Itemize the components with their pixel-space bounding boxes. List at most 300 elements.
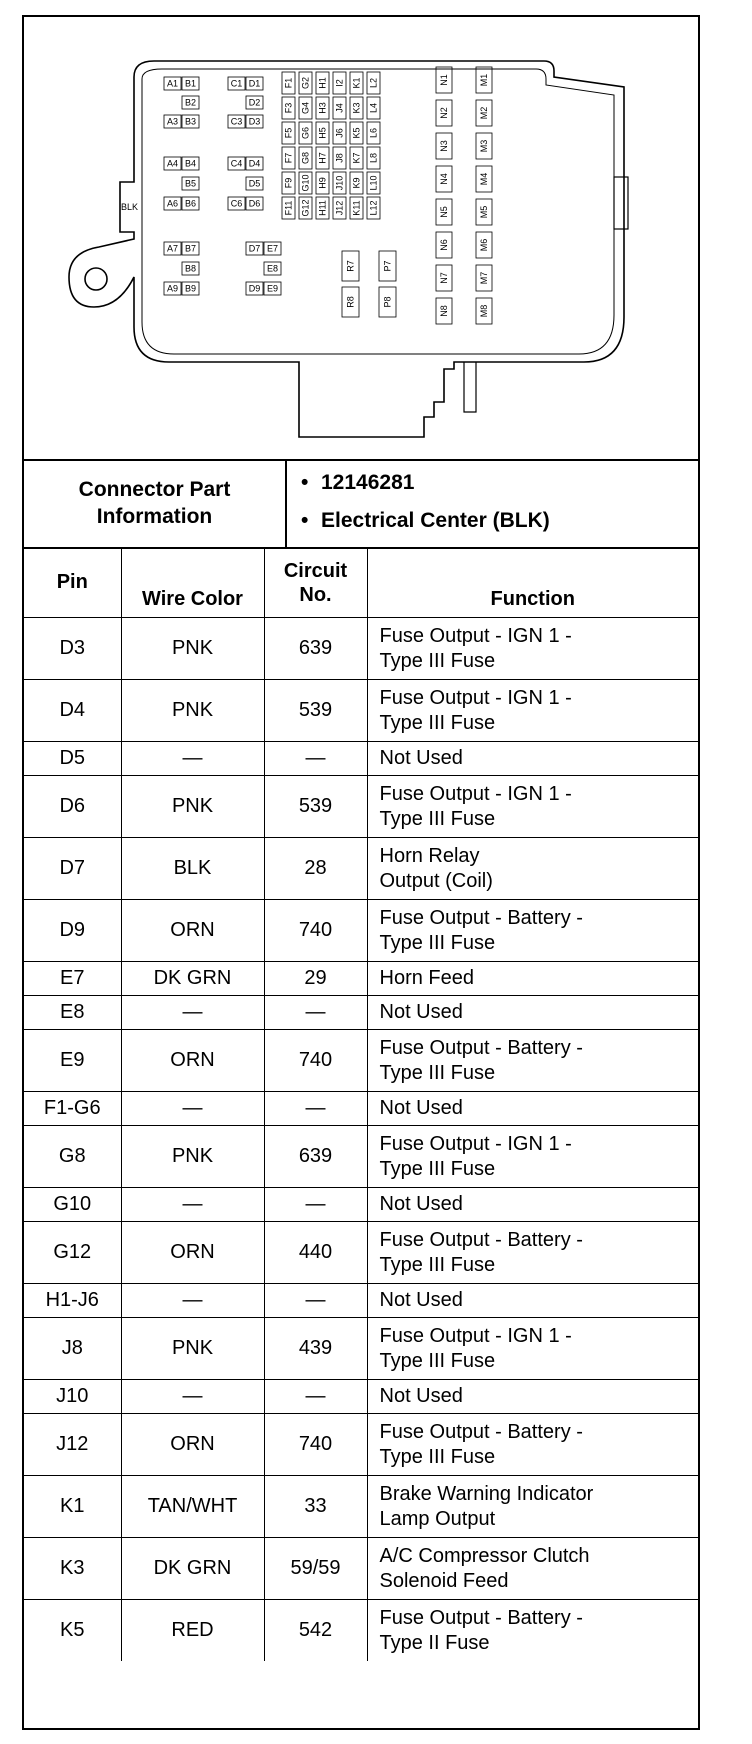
fuse-cavity-label bbox=[299, 72, 312, 94]
fuse-cavity-label bbox=[476, 298, 492, 324]
fuse-cavity-label bbox=[476, 133, 492, 159]
svg-text:E7: E7 bbox=[266, 243, 279, 254]
svg-text:R7: R7 bbox=[345, 260, 356, 272]
fuse-cavity-label bbox=[164, 282, 181, 295]
fuse-cavity-label bbox=[182, 115, 199, 128]
fuse-cavity-label bbox=[299, 97, 312, 119]
fuse-cavity-label bbox=[476, 166, 492, 192]
bullet: • bbox=[301, 471, 309, 494]
part-description-text: Electrical Center (BLK) bbox=[321, 509, 550, 532]
table-row bbox=[24, 1380, 698, 1414]
fuse-cavity-label bbox=[476, 265, 492, 291]
fuse-cavity-label bbox=[182, 77, 199, 90]
fuse-cavity-label bbox=[228, 77, 245, 90]
fuse-cavity-label bbox=[436, 166, 452, 192]
function-line: Output (Coil) bbox=[379, 869, 493, 892]
fuse-cavity-label bbox=[182, 197, 199, 210]
side-tab-right bbox=[614, 177, 628, 229]
svg-text:H11: H11 bbox=[317, 200, 328, 216]
fuse-cavity-label bbox=[282, 97, 295, 119]
svg-text:K5: K5 bbox=[351, 127, 362, 139]
relay-cavity-label bbox=[342, 287, 359, 317]
wire-color-cell: TAN/WHT bbox=[121, 1476, 264, 1538]
svg-text:G12: G12 bbox=[300, 199, 311, 217]
fuse-cavity-label bbox=[350, 197, 363, 219]
wire-color-cell: PNK bbox=[121, 618, 264, 680]
circuit-cell: 740 bbox=[264, 1414, 367, 1476]
circuit-cell: — bbox=[264, 1284, 367, 1318]
svg-text:C6: C6 bbox=[230, 198, 243, 209]
fuse-cavity-label bbox=[333, 122, 346, 144]
pin-cell: J8 bbox=[24, 1318, 121, 1380]
function-cell bbox=[367, 742, 698, 776]
svg-text:P8: P8 bbox=[382, 296, 393, 308]
function-line: Type III Fuse bbox=[379, 711, 496, 734]
svg-text:K11: K11 bbox=[351, 200, 362, 216]
fuse-cavity-label bbox=[436, 232, 452, 258]
fuse-cavity-label bbox=[246, 282, 263, 295]
svg-text:H3: H3 bbox=[317, 102, 328, 114]
fuse-cavity-label bbox=[182, 242, 199, 255]
fuse-cavity-label bbox=[164, 77, 181, 90]
svg-text:N5: N5 bbox=[439, 206, 449, 218]
svg-text:A3: A3 bbox=[166, 116, 179, 127]
svg-text:N8: N8 bbox=[439, 305, 449, 317]
fuse-cavity-label bbox=[476, 199, 492, 225]
wire-color-cell: PNK bbox=[121, 1126, 264, 1188]
fuse-cavity-label bbox=[228, 157, 245, 170]
pin-cell: D7 bbox=[24, 838, 121, 900]
fuse-cavity-label bbox=[316, 147, 329, 169]
svg-text:B3: B3 bbox=[184, 116, 197, 127]
svg-text:K7: K7 bbox=[351, 152, 362, 164]
table-row bbox=[24, 742, 698, 776]
pin-cell: D5 bbox=[24, 742, 121, 776]
svg-text:G2: G2 bbox=[300, 76, 311, 90]
connector-sheet bbox=[22, 15, 700, 1730]
fuse-cavity-label bbox=[282, 72, 295, 94]
svg-text:F5: F5 bbox=[283, 127, 294, 139]
pin-cell: G12 bbox=[24, 1222, 121, 1284]
fuse-cavity-label bbox=[350, 172, 363, 194]
svg-text:A7: A7 bbox=[166, 243, 179, 254]
function-line: Fuse Output - IGN 1 - bbox=[379, 624, 572, 647]
header-function: Function bbox=[367, 548, 698, 618]
function-line: Lamp Output bbox=[379, 1507, 496, 1530]
wire-color-cell: ORN bbox=[121, 1222, 264, 1284]
fuse-cavity-label bbox=[350, 147, 363, 169]
wire-color-cell: RED bbox=[121, 1600, 264, 1662]
fuse-cavity-label bbox=[164, 157, 181, 170]
fuse-cavity-label bbox=[264, 262, 281, 275]
fuse-cavity-label bbox=[367, 97, 380, 119]
fuse-cavity-label bbox=[333, 72, 346, 94]
svg-text:K3: K3 bbox=[351, 102, 362, 114]
table-row bbox=[24, 776, 698, 838]
fuse-cavity-label bbox=[367, 172, 380, 194]
svg-text:M4: M4 bbox=[479, 172, 489, 186]
fuse-cavity-label bbox=[246, 77, 263, 90]
table-row bbox=[24, 1188, 698, 1222]
circuit-cell: 539 bbox=[264, 680, 367, 742]
function-cell bbox=[367, 1284, 698, 1318]
fuse-cavity-label bbox=[333, 197, 346, 219]
fuse-cavity-label bbox=[476, 232, 492, 258]
function-cell bbox=[367, 1538, 698, 1600]
svg-text:M2: M2 bbox=[479, 106, 489, 120]
part-number-text: 12146281 bbox=[321, 471, 415, 494]
fuse-cavity-label bbox=[436, 133, 452, 159]
wire-color-cell: — bbox=[121, 1188, 264, 1222]
pin-table-header bbox=[24, 548, 698, 618]
svg-text:L2: L2 bbox=[368, 77, 379, 89]
table-row bbox=[24, 1476, 698, 1538]
mounting-hole bbox=[85, 268, 107, 290]
function-cell bbox=[367, 1414, 698, 1476]
function-line: Solenoid Feed bbox=[379, 1569, 509, 1592]
function-line: Type III Fuse bbox=[379, 1445, 496, 1468]
pin-cell: K1 bbox=[24, 1476, 121, 1538]
svg-text:N6: N6 bbox=[439, 239, 449, 251]
fuse-cavity-label bbox=[246, 177, 263, 190]
side-label: BLK bbox=[121, 202, 139, 212]
fuse-cavity-label bbox=[228, 115, 245, 128]
fuse-cavity-label bbox=[436, 298, 452, 324]
fuse-cavity-label bbox=[333, 172, 346, 194]
pin-rows bbox=[24, 618, 698, 1662]
svg-text:N4: N4 bbox=[439, 173, 449, 185]
svg-text:N2: N2 bbox=[439, 107, 449, 119]
svg-text:J10: J10 bbox=[334, 175, 345, 191]
svg-text:L10: L10 bbox=[368, 175, 379, 191]
svg-text:L6: L6 bbox=[368, 127, 379, 139]
fuse-cavity-label bbox=[182, 262, 199, 275]
fuse-cavity-label bbox=[350, 72, 363, 94]
pin-cell: K3 bbox=[24, 1538, 121, 1600]
fuse-cavity-label bbox=[246, 197, 263, 210]
circuit-cell: — bbox=[264, 1188, 367, 1222]
fuse-cavity-label bbox=[316, 172, 329, 194]
function-cell bbox=[367, 1318, 698, 1380]
fuse-cavity-label bbox=[228, 197, 245, 210]
relay-cavity-label bbox=[379, 251, 396, 281]
table-row bbox=[24, 962, 698, 996]
fuse-cavity-label bbox=[246, 96, 263, 109]
relay-cavity-label bbox=[342, 251, 359, 281]
wire-color-cell: — bbox=[121, 1380, 264, 1414]
function-line: Type III Fuse bbox=[379, 807, 496, 830]
function-line: Type III Fuse bbox=[379, 649, 496, 672]
fuse-cavity-label bbox=[350, 122, 363, 144]
svg-text:R8: R8 bbox=[345, 296, 356, 308]
svg-text:G8: G8 bbox=[300, 151, 311, 165]
fuse-cavity-label bbox=[282, 122, 295, 144]
fuse-cavity-label bbox=[476, 100, 492, 126]
svg-text:F11: F11 bbox=[283, 200, 294, 216]
svg-text:D4: D4 bbox=[248, 158, 261, 169]
circuit-cell: 29 bbox=[264, 962, 367, 996]
svg-text:H7: H7 bbox=[317, 152, 328, 164]
pin-cell: G8 bbox=[24, 1126, 121, 1188]
fuse-block-drawing bbox=[24, 17, 698, 459]
electrical-center-diagram bbox=[24, 17, 698, 461]
function-line: Not Used bbox=[379, 1385, 463, 1407]
fuse-cavity-label bbox=[164, 115, 181, 128]
svg-text:B5: B5 bbox=[184, 178, 197, 189]
function-cell bbox=[367, 618, 698, 680]
circuit-cell: 59/59 bbox=[264, 1538, 367, 1600]
svg-text:J4: J4 bbox=[334, 103, 345, 113]
svg-text:E9: E9 bbox=[266, 283, 279, 294]
fuse-cavity-label bbox=[350, 97, 363, 119]
function-line: Fuse Output - Battery - bbox=[379, 1036, 583, 1059]
table-row bbox=[24, 1092, 698, 1126]
svg-text:N1: N1 bbox=[439, 74, 449, 86]
wire-color-cell: DK GRN bbox=[121, 962, 264, 996]
svg-text:D5: D5 bbox=[248, 178, 261, 189]
function-cell bbox=[367, 838, 698, 900]
circuit-cell: 639 bbox=[264, 618, 367, 680]
svg-text:L12: L12 bbox=[368, 200, 379, 216]
wire-color-cell: ORN bbox=[121, 1030, 264, 1092]
function-cell bbox=[367, 1476, 698, 1538]
circuit-cell: 28 bbox=[264, 838, 367, 900]
svg-text:B9: B9 bbox=[184, 283, 197, 294]
function-line: A/C Compressor Clutch bbox=[379, 1544, 590, 1567]
function-line: Type III Fuse bbox=[379, 1349, 496, 1372]
function-line: Fuse Output - IGN 1 - bbox=[379, 1324, 572, 1347]
table-row bbox=[24, 1126, 698, 1188]
svg-text:F9: F9 bbox=[283, 177, 294, 189]
circuit-cell: 439 bbox=[264, 1318, 367, 1380]
pin-cell: D3 bbox=[24, 618, 121, 680]
connector-part-label: Connector Part Information bbox=[24, 459, 287, 547]
function-line: Fuse Output - Battery - bbox=[379, 1420, 583, 1443]
circuit-cell: — bbox=[264, 1092, 367, 1126]
function-cell bbox=[367, 900, 698, 962]
fuse-cavity-label bbox=[436, 265, 452, 291]
function-line: Not Used bbox=[379, 1193, 463, 1215]
fuse-cavity-label bbox=[299, 122, 312, 144]
fuse-cavity-label bbox=[182, 96, 199, 109]
pin-cell: D6 bbox=[24, 776, 121, 838]
svg-text:B7: B7 bbox=[184, 243, 197, 254]
function-line: Not Used bbox=[379, 1289, 463, 1311]
fuse-cavity-label bbox=[246, 115, 263, 128]
circuit-cell: — bbox=[264, 742, 367, 776]
table-row bbox=[24, 1318, 698, 1380]
svg-text:A9: A9 bbox=[166, 283, 179, 294]
svg-text:K1: K1 bbox=[351, 77, 362, 89]
connector-part-information bbox=[24, 459, 698, 549]
function-line: Not Used bbox=[379, 747, 463, 769]
svg-text:H5: H5 bbox=[317, 127, 328, 139]
table-row bbox=[24, 618, 698, 680]
fuse-cavity-label bbox=[333, 97, 346, 119]
wire-color-cell: ORN bbox=[121, 900, 264, 962]
fuse-cavity-label bbox=[367, 122, 380, 144]
svg-text:M7: M7 bbox=[479, 271, 489, 285]
circuit-cell: 740 bbox=[264, 900, 367, 962]
svg-text:B8: B8 bbox=[184, 263, 197, 274]
pin-cell: K5 bbox=[24, 1600, 121, 1662]
table-row bbox=[24, 1284, 698, 1318]
svg-text:P7: P7 bbox=[382, 260, 393, 272]
function-cell bbox=[367, 1222, 698, 1284]
svg-text:B2: B2 bbox=[184, 97, 197, 108]
wire-color-cell: — bbox=[121, 742, 264, 776]
svg-text:M8: M8 bbox=[479, 304, 489, 318]
connector-part-values bbox=[287, 459, 698, 547]
fuse-cavity-label bbox=[316, 72, 329, 94]
table-row bbox=[24, 1030, 698, 1092]
function-line: Not Used bbox=[379, 1001, 463, 1023]
function-line: Fuse Output - IGN 1 - bbox=[379, 1132, 572, 1155]
circuit-cell: 33 bbox=[264, 1476, 367, 1538]
fuse-cavity-label bbox=[316, 122, 329, 144]
svg-text:J8: J8 bbox=[334, 153, 345, 163]
svg-text:M1: M1 bbox=[479, 73, 489, 87]
part-number bbox=[301, 471, 415, 495]
svg-text:L8: L8 bbox=[368, 152, 379, 164]
table-row bbox=[24, 1414, 698, 1476]
pin-cell: H1-J6 bbox=[24, 1284, 121, 1318]
fuse-cavity-label bbox=[367, 197, 380, 219]
wire-color-cell: PNK bbox=[121, 776, 264, 838]
svg-text:C1: C1 bbox=[230, 78, 243, 89]
function-line: Type III Fuse bbox=[379, 1157, 496, 1180]
pin-cell: G10 bbox=[24, 1188, 121, 1222]
wire-color-cell: DK GRN bbox=[121, 1538, 264, 1600]
svg-text:D3: D3 bbox=[248, 116, 261, 127]
svg-text:D9: D9 bbox=[248, 283, 261, 294]
circuit-cell: — bbox=[264, 996, 367, 1030]
table-row bbox=[24, 838, 698, 900]
svg-text:J12: J12 bbox=[334, 200, 345, 216]
fuse-cavity-label bbox=[367, 72, 380, 94]
fuse-cavity-label bbox=[316, 197, 329, 219]
fuse-cavity-label bbox=[164, 197, 181, 210]
circuit-cell: 740 bbox=[264, 1030, 367, 1092]
function-cell bbox=[367, 996, 698, 1030]
function-cell bbox=[367, 1092, 698, 1126]
svg-text:G4: G4 bbox=[300, 101, 311, 115]
svg-text:L4: L4 bbox=[368, 102, 379, 114]
svg-text:G10: G10 bbox=[300, 174, 311, 192]
fuse-cavity-label bbox=[264, 282, 281, 295]
wire-color-cell: ORN bbox=[121, 1414, 264, 1476]
svg-text:D2: D2 bbox=[248, 97, 261, 108]
fuse-cavity-label bbox=[282, 172, 295, 194]
fuse-cavity-label bbox=[299, 172, 312, 194]
svg-text:I2: I2 bbox=[334, 79, 345, 87]
svg-text:B4: B4 bbox=[184, 158, 197, 169]
function-line: Type III Fuse bbox=[379, 931, 496, 954]
fuse-labels bbox=[121, 67, 492, 324]
function-line: Fuse Output - Battery - bbox=[379, 1606, 583, 1629]
svg-text:B6: B6 bbox=[184, 198, 197, 209]
function-line: Horn Feed bbox=[379, 967, 474, 989]
fuse-cavity-label bbox=[282, 147, 295, 169]
function-cell bbox=[367, 1600, 698, 1662]
pin-cell: D4 bbox=[24, 680, 121, 742]
function-line: Brake Warning Indicator bbox=[379, 1482, 594, 1505]
svg-text:D6: D6 bbox=[248, 198, 261, 209]
svg-text:F7: F7 bbox=[283, 152, 294, 164]
wire-color-cell: — bbox=[121, 1284, 264, 1318]
circuit-cell: 639 bbox=[264, 1126, 367, 1188]
circuit-cell: — bbox=[264, 1380, 367, 1414]
function-cell bbox=[367, 962, 698, 996]
function-line: Fuse Output - Battery - bbox=[379, 1228, 583, 1251]
wire-color-cell: PNK bbox=[121, 680, 264, 742]
fuse-cavity-label bbox=[282, 197, 295, 219]
fuse-cavity-label bbox=[182, 157, 199, 170]
svg-text:A6: A6 bbox=[166, 198, 179, 209]
pin-cell: F1-G6 bbox=[24, 1092, 121, 1126]
table-row bbox=[24, 996, 698, 1030]
svg-text:C4: C4 bbox=[230, 158, 243, 169]
svg-text:K9: K9 bbox=[351, 177, 362, 189]
wire-color-cell: BLK bbox=[121, 838, 264, 900]
bullet: • bbox=[301, 509, 309, 532]
fuse-cavity-label bbox=[182, 282, 199, 295]
function-line: Fuse Output - Battery - bbox=[379, 906, 583, 929]
table-row bbox=[24, 900, 698, 962]
pin-table bbox=[24, 547, 698, 1661]
fuse-cavity-label bbox=[299, 147, 312, 169]
svg-text:H1: H1 bbox=[317, 77, 328, 89]
part-description bbox=[301, 509, 550, 533]
fuse-cavity-label bbox=[476, 67, 492, 93]
circuit-cell: 542 bbox=[264, 1600, 367, 1662]
fuse-cavity-label bbox=[246, 157, 263, 170]
fuse-cavity-label bbox=[246, 242, 263, 255]
fuse-cavity-label bbox=[299, 197, 312, 219]
fuse-cavity-label bbox=[164, 242, 181, 255]
svg-text:C3: C3 bbox=[230, 116, 243, 127]
fuse-cavity-label bbox=[182, 177, 199, 190]
fuse-cavity-label bbox=[316, 97, 329, 119]
svg-text:E8: E8 bbox=[266, 263, 279, 274]
function-cell bbox=[367, 776, 698, 838]
svg-text:F1: F1 bbox=[283, 77, 294, 89]
pin-cell: J10 bbox=[24, 1380, 121, 1414]
fuse-cavity-label bbox=[367, 147, 380, 169]
svg-text:B1: B1 bbox=[184, 78, 197, 89]
svg-text:H9: H9 bbox=[317, 177, 328, 189]
latch bbox=[464, 362, 476, 412]
circuit-cell: 539 bbox=[264, 776, 367, 838]
circuit-cell: 440 bbox=[264, 1222, 367, 1284]
function-cell bbox=[367, 1188, 698, 1222]
function-cell bbox=[367, 1380, 698, 1414]
header-pin: Pin bbox=[24, 548, 121, 618]
wire-color-cell: — bbox=[121, 1092, 264, 1126]
function-cell bbox=[367, 1030, 698, 1092]
fuse-cavity-label bbox=[333, 147, 346, 169]
svg-text:A1: A1 bbox=[166, 78, 179, 89]
wire-color-cell: PNK bbox=[121, 1318, 264, 1380]
function-line: Type III Fuse bbox=[379, 1253, 496, 1276]
header-circuit: Circuit No. bbox=[264, 548, 367, 618]
table-row bbox=[24, 1600, 698, 1662]
svg-text:D7: D7 bbox=[248, 243, 261, 254]
relay-cavity-label bbox=[379, 287, 396, 317]
svg-text:M5: M5 bbox=[479, 205, 489, 219]
svg-text:M3: M3 bbox=[479, 139, 489, 153]
fuse-cavity-label bbox=[436, 67, 452, 93]
